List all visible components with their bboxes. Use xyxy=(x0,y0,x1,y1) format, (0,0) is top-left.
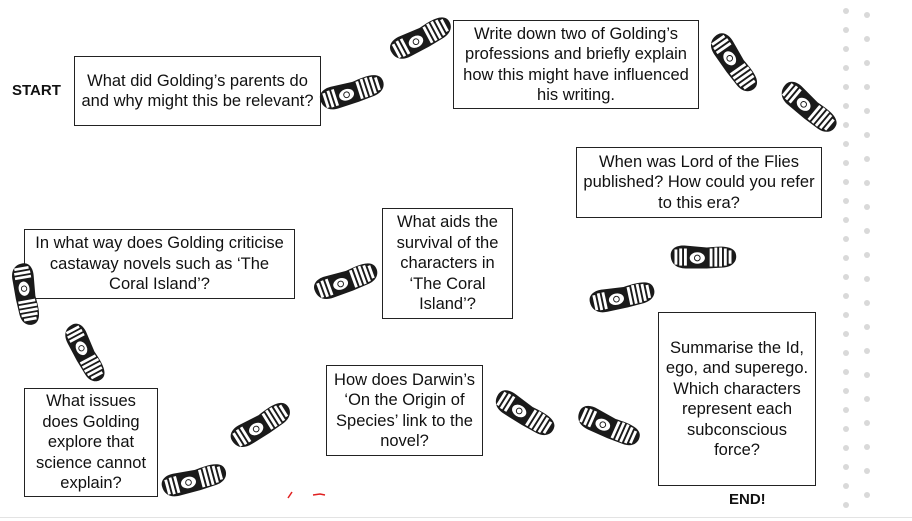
red-mark xyxy=(285,488,335,502)
question-box-4 xyxy=(382,208,513,319)
footprint-icon xyxy=(582,276,662,320)
footprint-icon xyxy=(306,258,386,306)
question-text: Write down two of Golding’s professions and briefly explain how this might have influenced his writing. xyxy=(463,24,689,104)
question-box-6 xyxy=(658,312,816,486)
footprint-icon xyxy=(222,398,300,454)
question-text: In what way does Golding criticise castaway novels such as ‘The Coral Island’? xyxy=(35,234,284,294)
question-text: How does Darwin’s ‘On the Origin of Species’ link to the novel? xyxy=(334,370,475,450)
footprint-icon xyxy=(154,458,234,504)
footprint-icon xyxy=(312,70,392,116)
question-box-8 xyxy=(24,388,158,497)
footprint-icon xyxy=(381,14,461,64)
bottom-border xyxy=(0,517,912,518)
question-text: Summarise the Id, ego, and superego. Which characters represent each subconscious force? xyxy=(665,338,809,459)
question-text: What issues does Golding explore that science cannot explain? xyxy=(35,392,147,493)
question-text: When was Lord of the Flies published? How could you refer to this era? xyxy=(583,152,815,212)
dot-column-left xyxy=(843,0,851,521)
question-box-7 xyxy=(326,365,483,456)
question-box-1 xyxy=(74,56,321,126)
footprint-icon xyxy=(770,75,846,141)
question-text: What did Golding’s parents do and why might this be relevant? xyxy=(81,71,314,110)
end-label: END! xyxy=(729,491,766,508)
question-box-3 xyxy=(576,147,822,218)
start-label: START xyxy=(12,82,61,99)
footprint-icon xyxy=(661,238,745,278)
question-box-5 xyxy=(24,229,295,299)
question-text: What aids the survival of the characters in ‘The Coral Island’? xyxy=(396,213,499,314)
footprint-icon xyxy=(52,318,116,388)
question-box-2 xyxy=(453,20,699,109)
footprint-icon xyxy=(698,28,768,98)
footprint-icon xyxy=(486,384,562,444)
footprint-icon xyxy=(568,402,648,452)
footprint-icon xyxy=(0,256,50,332)
dot-column-right xyxy=(864,0,872,521)
